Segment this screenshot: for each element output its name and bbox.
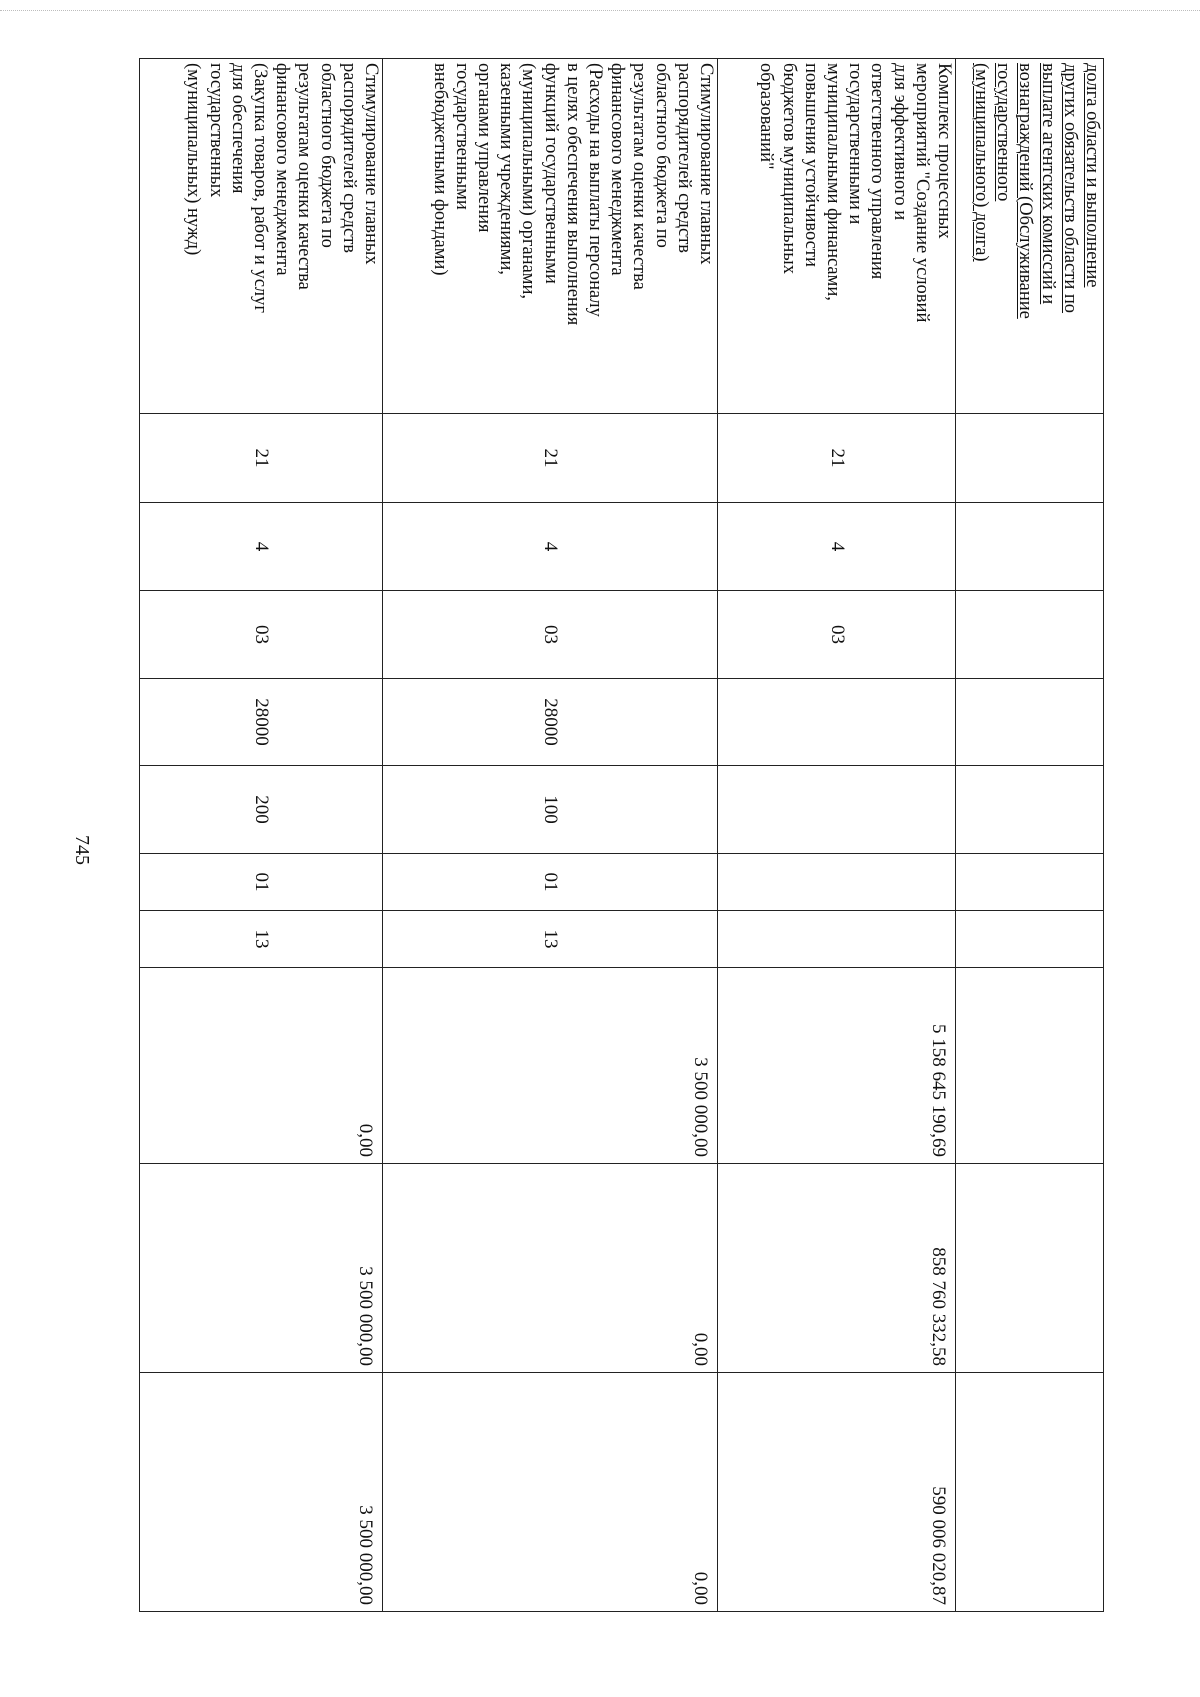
code-cell-5 bbox=[956, 766, 1104, 854]
description-cell bbox=[140, 59, 383, 414]
code-cell-1 bbox=[956, 414, 1104, 503]
amount-cell-2: 3 500 000,00 bbox=[140, 1164, 383, 1373]
code-cell-7 bbox=[718, 911, 956, 968]
code-cell-2: 4 bbox=[718, 503, 956, 591]
code-cell-6 bbox=[956, 854, 1104, 911]
budget-table-frame bbox=[140, 58, 1200, 1605]
amount-cell-3 bbox=[956, 1373, 1104, 1612]
amount-cell-3: 3 500 000,00 bbox=[140, 1373, 383, 1612]
amount-cell-1: 3 500 000,00 bbox=[383, 968, 718, 1164]
code-cell-2: 4 bbox=[140, 503, 383, 591]
amount-cell-1 bbox=[956, 968, 1104, 1164]
code-cell-6: 01 bbox=[140, 854, 383, 911]
code-cell-1: 21 bbox=[140, 414, 383, 503]
code-cell-3: 03 bbox=[140, 591, 383, 679]
code-cell-6 bbox=[718, 854, 956, 911]
amount-cell-3: 0,00 bbox=[383, 1373, 718, 1612]
code-cell-4 bbox=[718, 679, 956, 766]
description-text: Комплекс процессных мероприятий "Создание условий для эффективного и ответственного управления государственными и муниципальными финансами, повышения устойчивости бюджетов муниципальных образований" bbox=[756, 63, 954, 323]
code-cell-4 bbox=[956, 679, 1104, 766]
code-cell-7: 13 bbox=[140, 911, 383, 968]
table-row bbox=[718, 59, 956, 1612]
code-cell-1: 21 bbox=[383, 414, 718, 503]
code-cell-5: 100 bbox=[383, 766, 718, 854]
code-cell-4: 28000 bbox=[383, 679, 718, 766]
table-row bbox=[956, 59, 1104, 1612]
code-cell-5: 200 bbox=[140, 766, 383, 854]
scan-top-edge bbox=[0, 10, 1200, 11]
code-cell-2: 4 bbox=[383, 503, 718, 591]
code-cell-7 bbox=[956, 911, 1104, 968]
budget-table bbox=[139, 58, 1104, 1612]
code-cell-2 bbox=[956, 503, 1104, 591]
code-cell-5 bbox=[718, 766, 956, 854]
description-cell bbox=[718, 59, 956, 414]
description-cell bbox=[383, 59, 718, 414]
code-cell-1: 21 bbox=[718, 414, 956, 503]
description-text: долга области и выполнение других обязательств области по выплате агентских комиссий и вознаграждений (Обслуживание государственного (муниципального) долга) bbox=[971, 63, 1102, 319]
code-cell-4: 28000 bbox=[140, 679, 383, 766]
code-cell-3: 03 bbox=[383, 591, 718, 679]
code-cell-3 bbox=[956, 591, 1104, 679]
table-row bbox=[383, 59, 718, 1612]
code-cell-3: 03 bbox=[718, 591, 956, 679]
code-cell-7: 13 bbox=[383, 911, 718, 968]
amount-cell-1: 0,00 bbox=[140, 968, 383, 1164]
table-row bbox=[140, 59, 383, 1612]
budget-table-rotated bbox=[140, 58, 1104, 1611]
code-cell-6: 01 bbox=[383, 854, 718, 911]
amount-cell-2 bbox=[956, 1164, 1104, 1373]
description-text: Стимулирование главных распорядителей средств областного бюджета по результатам оценки качества финансового менеджмента (Расходы на выплаты персоналу в целях обеспечения выполнения функций государственными (муниципальными) органами, казенными учреждениями, органами управления государственными внебюджетными фондами) bbox=[429, 63, 716, 326]
description-text: Стимулирование главных распорядителей средств областного бюджета по результатам оценки качества финансового менеджмента (Закупка товаров, работ и услуг для обеспечения государственных (муниципальных) нужд) bbox=[183, 63, 381, 313]
description-cell bbox=[956, 59, 1104, 414]
amount-cell-1: 5 158 645 190,69 bbox=[718, 968, 956, 1164]
amount-cell-3: 590 006 020,87 bbox=[718, 1373, 956, 1612]
amount-cell-2: 858 760 332,58 bbox=[718, 1164, 956, 1373]
amount-cell-2: 0,00 bbox=[383, 1164, 718, 1373]
page-number: 745 bbox=[71, 835, 93, 865]
